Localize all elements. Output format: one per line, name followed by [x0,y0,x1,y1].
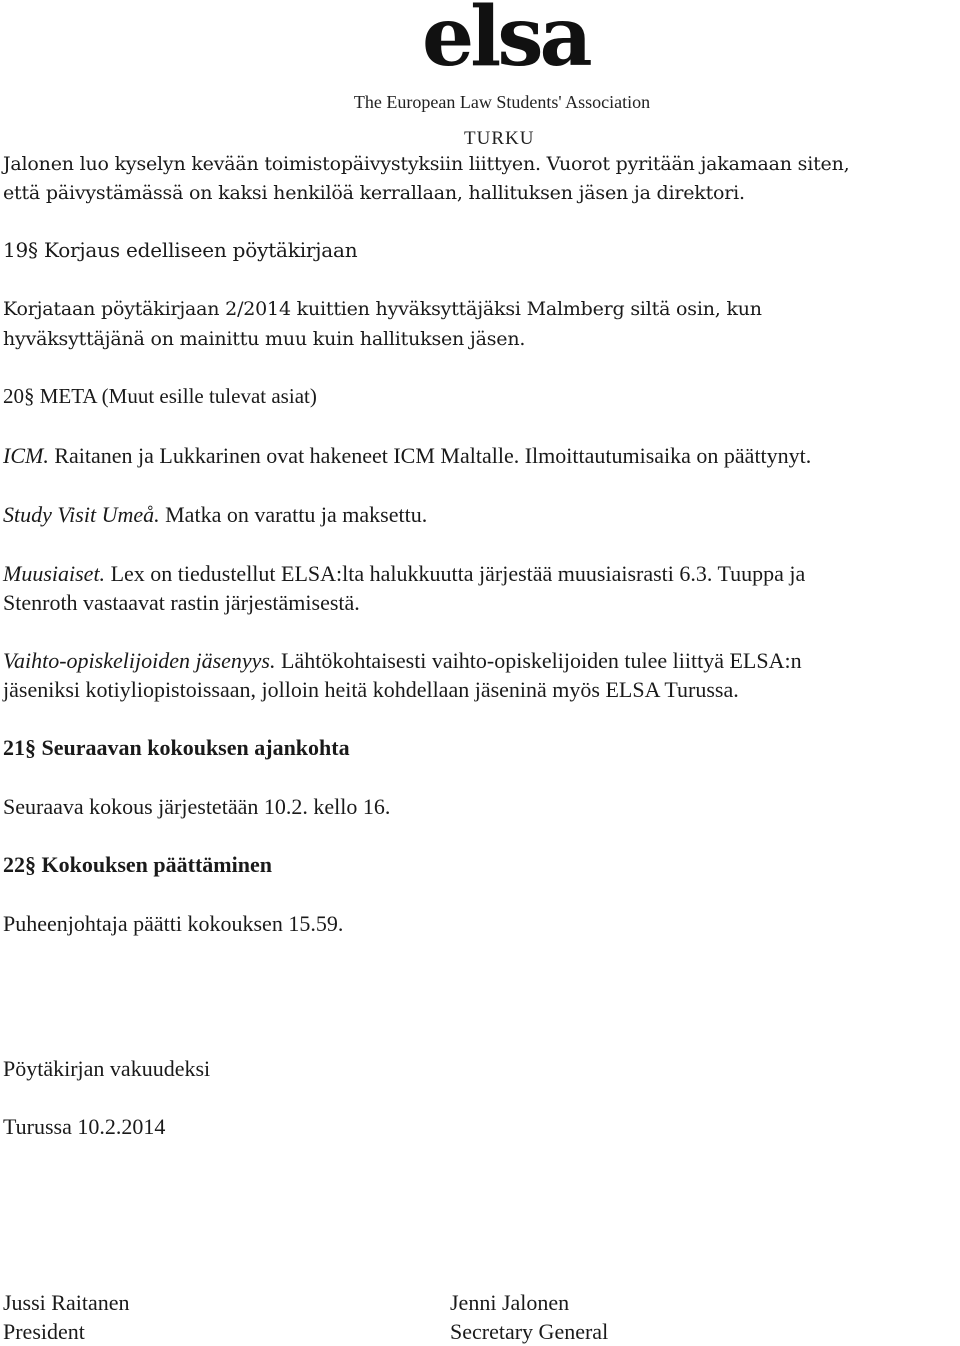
muusiaiset-text: Lex on tiedustellut ELSA:lta halukkuutta järjestää muusiaisrasti 6.3. Tuuppa ja [105,561,806,586]
study-visit-paragraph [3,500,427,529]
attestation-line: Pöytäkirjan vakuudeksi [3,1056,211,1081]
logo-city: TURKU [464,128,535,149]
signature-right-title: Secretary General [450,1319,609,1344]
study-visit-text: Matka on varattu ja maksettu. [159,502,428,527]
signature-right-name: Jenni Jalonen [450,1290,570,1315]
vaihto-line-2: jäseniksi kotiyliopistoissaan, jolloin heitä kohdellaan jäseninä myös ELSA Turussa. [3,677,739,702]
section-22-heading: 22§ Kokouksen päättäminen [3,852,272,877]
logo-tagline: The European Law Students' Association [353,92,651,112]
study-visit-label: Study Visit Umeå. [3,502,160,527]
section-22-text: Puheenjohtaja päätti kokouksen 15.59. [3,911,344,936]
section-19-line-2: hyväksyttäjänä on mainittu muu kuin hallituksen jäsen. [3,328,526,350]
section-19-heading: 19§ Korjaus edelliseen pöytäkirjaan [3,238,358,262]
place-date-line: Turussa 10.2.2014 [3,1114,166,1139]
signature-left-title: President [3,1319,85,1344]
section-20-heading: 20§ META (Muut esille tulevat asiat) [3,384,317,408]
section-21-text: Seuraava kokous järjestetään 10.2. kello 16. [3,794,391,819]
vaihto-label: Vaihto-opiskelijoiden jäsenyys. [3,648,276,673]
icm-label: ICM. [3,443,49,468]
intro-line-2: että päivystämässä on kaksi henkilöä kerrallaan, hallituksen jäsen ja direktori. [3,182,745,204]
vaihto-text: Lähtökohtaisesti vaihto-opiskelijoiden tulee liittyä ELSA:n [275,648,802,673]
logo-mark: elsa [422,0,589,85]
section-19-line-1: Korjataan pöytäkirjaan 2/2014 kuittien hyväksyttäjäksi Malmberg siltä osin, kun [3,298,762,320]
intro-line-1: Jalonen luo kyselyn kevään toimistopäivystyksiin liittyen. Vuorot pyritään jakamaan siten, [3,153,850,175]
icm-paragraph [3,441,811,470]
section-21-heading: 21§ Seuraavan kokouksen ajankohta [3,735,350,760]
icm-text: Raitanen ja Lukkarinen ovat hakeneet ICM Maltalle. Ilmoittautumisaika on päättynyt. [48,443,812,468]
muusiaiset-label: Muusiaiset. [3,561,106,586]
muusiaiset-line-2: Stenroth vastaavat rastin järjestämisestä. [3,590,360,615]
vaihto-line-1 [3,646,802,675]
muusiaiset-line-1 [3,559,805,588]
signature-left-name: Jussi Raitanen [3,1290,130,1315]
elsa-logo [352,0,652,150]
